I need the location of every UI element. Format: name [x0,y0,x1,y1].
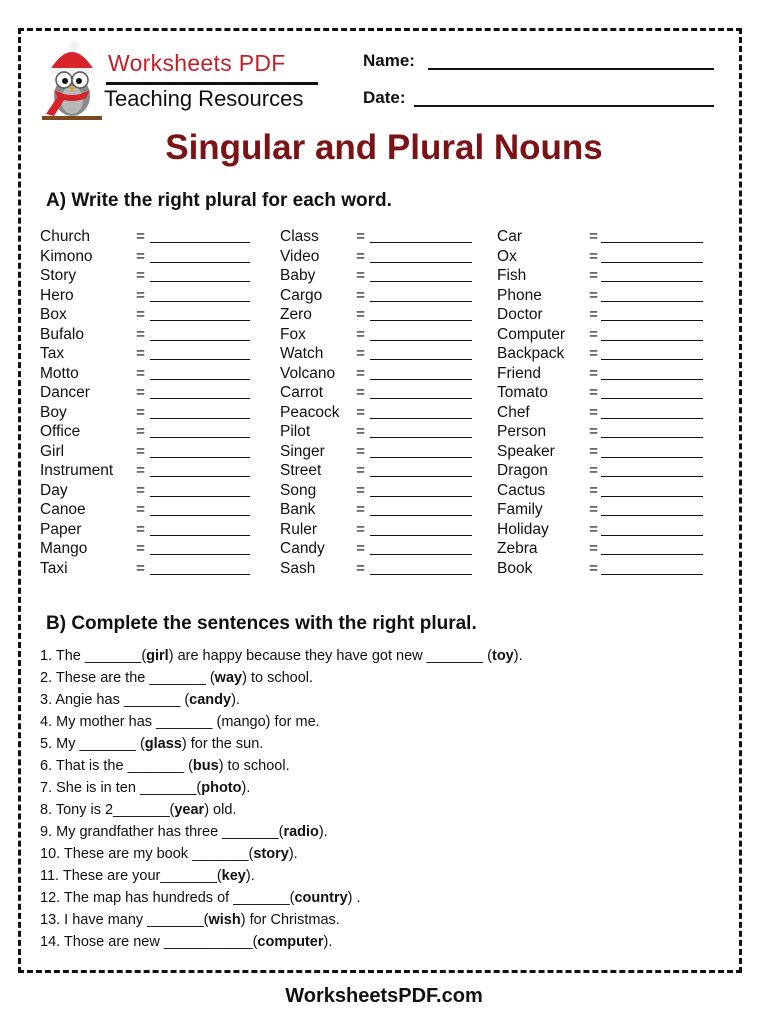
plural-answer-blank[interactable] [601,476,703,477]
equals-sign: = [589,247,599,265]
singular-word: Canoe [40,501,86,518]
noun-cue: radio [283,824,319,840]
noun-cue: computer [257,934,324,950]
sentence-text: 8. Tony is 2_______( [40,802,175,818]
singular-word: Peacock [280,403,340,421]
sentence-item [40,648,740,670]
brand-subtitle: Teaching Resources [104,86,304,111]
equals-sign: = [136,267,146,284]
noun-cue: toy [491,648,514,664]
section-a-heading: A) Write the right plural for each word. [46,190,392,211]
equals-sign: = [356,403,366,421]
equals-sign: = [136,403,146,421]
sentence-text: ) to school. [242,670,314,686]
singular-word: Person [497,423,547,440]
singular-word: Bufalo [40,325,84,343]
equals-sign: = [589,481,599,499]
sentence-text: 10. These are my book _______( [40,846,254,862]
sentence-item [40,670,740,692]
singular-word: Speaker [497,442,555,460]
equals-sign: = [136,481,146,499]
singular-word: Cactus [497,481,546,499]
equals-sign: = [356,501,366,518]
equals-sign: = [136,520,146,538]
equals-sign: = [589,306,599,323]
equals-sign: = [136,540,146,557]
singular-word: Paper [40,520,82,538]
equals-sign: = [136,247,146,265]
sentence-item [40,758,740,780]
noun-cue: key [221,868,246,884]
plural-answer-blank[interactable] [601,515,703,516]
singular-word: Volcano [280,364,336,382]
noun-cue: candy [189,692,232,708]
singular-word: Church [40,228,90,245]
plural-answer-blank[interactable] [150,418,250,419]
singular-word: Bank [280,501,316,518]
singular-word: Box [40,306,67,323]
singular-word: Song [280,481,317,499]
equals-sign: = [589,286,599,304]
plural-answer-blank[interactable] [601,418,703,419]
singular-word: Watch [280,345,324,362]
equals-sign: = [136,325,146,343]
equals-sign: = [136,364,146,382]
date-label: Date: [363,88,406,107]
plural-answer-blank[interactable] [601,457,703,458]
singular-word: Girl [40,442,65,460]
plural-answer-blank[interactable] [370,320,472,321]
plural-answer-blank[interactable] [150,457,250,458]
plural-answer-blank[interactable] [150,320,250,321]
equals-sign: = [589,423,599,440]
equals-sign: = [589,462,599,479]
equals-sign: = [356,481,366,499]
equals-sign: = [356,384,366,401]
sentence-text: ). [323,934,333,950]
plural-answer-blank[interactable] [601,496,703,497]
name-label: Name: [363,51,415,70]
sentence-text: 14. Those are new ___________( [40,934,258,950]
equals-sign: = [356,559,366,577]
singular-word: Instrument [40,462,114,479]
plural-answer-blank[interactable] [601,398,703,399]
equals-sign: = [356,267,366,284]
plural-answer-blank[interactable] [370,535,472,536]
singular-word: Dragon [497,462,548,479]
singular-word: Computer [497,325,566,343]
sentence-text: 3. Angie has _______ ( [40,692,190,708]
singular-word: Video [280,247,320,265]
plural-answer-blank[interactable] [150,476,250,477]
equals-sign: = [356,364,366,382]
plural-answer-blank[interactable] [601,242,703,243]
plural-answer-blank[interactable] [150,340,250,341]
section-b-heading: B) Complete the sentences with the right plural. [46,613,477,634]
brand-name: Worksheets PDF [108,50,286,76]
singular-word: Car [497,228,522,245]
equals-sign: = [589,559,599,577]
singular-word: Zebra [497,540,538,557]
singular-word: Class [280,228,319,245]
singular-word: Street [280,462,322,479]
sentence-text: 7. She is in ten _______( [40,780,202,796]
sentence-item [40,824,740,846]
equals-sign: = [356,540,366,557]
sentence-text: ) old. [204,802,237,818]
singular-word: Book [497,559,533,577]
noun-cue: way [214,670,243,686]
sentence-text: 2. These are the _______ ( [40,670,215,686]
singular-word: Singer [280,442,325,460]
plural-answer-blank[interactable] [370,398,472,399]
sentence-text: ). [288,846,298,862]
noun-cue: photo [201,780,242,796]
equals-sign: = [356,228,366,245]
equals-sign: = [589,345,599,362]
singular-word: Tax [40,345,65,362]
equals-sign: = [589,442,599,460]
equals-sign: = [136,306,146,323]
plural-answer-blank[interactable] [370,340,472,341]
plural-answer-blank[interactable] [601,574,703,575]
sentence-item [40,890,740,912]
equals-sign: = [136,384,146,401]
equals-sign: = [136,501,146,518]
equals-sign: = [356,520,366,538]
singular-word: Carrot [280,384,324,401]
singular-word: Backpack [497,345,565,362]
plural-answer-blank[interactable] [370,418,472,419]
singular-word: Mango [40,540,88,557]
plural-answer-blank[interactable] [601,262,703,263]
singular-word: Boy [40,403,67,421]
singular-word: Tomato [497,384,548,401]
sentence-text: ) for the sun. [181,736,264,752]
singular-word: Chef [497,403,530,421]
equals-sign: = [356,306,366,323]
sentence-text: 12. The map has hundreds of _______( [40,890,295,906]
plural-answer-blank[interactable] [601,359,703,360]
sentence-item [40,692,740,714]
equals-sign: = [136,423,146,440]
plural-answer-blank[interactable] [370,496,472,497]
equals-sign: = [589,267,599,284]
plural-answer-blank[interactable] [370,574,472,575]
brand-banner [106,48,318,85]
singular-word: Fox [280,325,306,343]
date-field[interactable] [414,105,714,107]
equals-sign: = [356,286,366,304]
plural-answer-blank[interactable] [150,379,250,380]
page-title: Singular and Plural Nouns [165,128,603,167]
sentence-text: 5. My _______ ( [40,736,145,752]
equals-sign: = [356,423,366,440]
singular-word: Office [40,423,81,440]
singular-word: Dancer [40,384,90,401]
plural-answer-blank[interactable] [370,457,472,458]
plural-answer-blank[interactable] [150,554,250,555]
equals-sign: = [589,540,599,557]
equals-sign: = [589,403,599,421]
equals-sign: = [356,462,366,479]
noun-cue: year [174,802,205,818]
plural-answer-blank[interactable] [601,340,703,341]
sentence-text: ). [513,648,523,664]
sentence-text: 13. I have many _______( [40,912,209,928]
sentence-text: ) . [347,890,361,906]
sentence-item [40,846,740,868]
noun-cue: country [294,890,348,906]
singular-word: Motto [40,364,79,382]
noun-cue: girl [146,648,169,664]
sentence-text: ). [318,824,328,840]
plural-answer-blank[interactable] [601,281,703,282]
equals-sign: = [589,501,599,518]
equals-sign: = [589,325,599,343]
plural-answer-blank[interactable] [150,437,250,438]
singular-word: Story [40,267,77,284]
singular-word: Sash [280,559,316,577]
equals-sign: = [356,247,366,265]
plural-answer-blank[interactable] [601,301,703,302]
singular-word: Fish [497,267,527,284]
plural-answer-blank[interactable] [601,320,703,321]
sentence-text: 4. My mother has _______ (mango) for me. [40,714,320,730]
plural-answer-blank[interactable] [370,359,472,360]
noun-cue: wish [208,912,241,928]
singular-word: Baby [280,267,316,284]
sentence-text: ). [241,780,251,796]
plural-answer-blank[interactable] [150,535,250,536]
footer-url: WorksheetsPDF.com [285,985,483,1007]
singular-word: Friend [497,364,541,382]
singular-word: Ruler [280,520,318,538]
plural-answer-blank[interactable] [150,515,250,516]
sentence-text: ) to school. [218,758,290,774]
plural-answer-blank[interactable] [370,262,472,263]
equals-sign: = [356,345,366,362]
sentence-text: ). [231,692,240,708]
equals-sign: = [589,364,599,382]
sentence-text: ) for Christmas. [240,912,340,928]
equals-sign: = [356,442,366,460]
equals-sign: = [136,462,146,479]
singular-word: Ox [497,247,517,265]
equals-sign: = [136,559,146,577]
sentence-item [40,912,740,934]
owl-logo-icon [40,40,104,122]
plural-answer-blank[interactable] [601,554,703,555]
plural-answer-blank[interactable] [370,242,472,243]
noun-cue: glass [144,736,182,752]
name-field[interactable] [428,68,714,70]
equals-sign: = [356,325,366,343]
singular-word: Cargo [280,286,323,304]
plural-answer-blank[interactable] [370,437,472,438]
sentence-text: 6. That is the _______ ( [40,758,193,774]
singular-word: Doctor [497,306,543,323]
sentence-text: 9. My grandfather has three _______( [40,824,284,840]
singular-word: Holiday [497,520,549,538]
plural-answer-blank[interactable] [370,476,472,477]
plural-answer-blank[interactable] [370,554,472,555]
sentence-item [40,868,740,890]
plural-answer-blank[interactable] [150,574,250,575]
sentence-text: 11. These are your_______( [40,868,222,884]
equals-sign: = [136,442,146,460]
plural-answer-blank[interactable] [150,301,250,302]
singular-word: Day [40,481,68,499]
plural-answer-blank[interactable] [150,242,250,243]
sentence-item [40,802,740,824]
singular-word: Kimono [40,247,93,265]
singular-word: Zero [280,306,312,323]
singular-word: Hero [40,286,74,304]
equals-sign: = [589,520,599,538]
equals-sign: = [136,228,146,245]
noun-cue: bus [192,758,219,774]
plural-answer-blank[interactable] [601,437,703,438]
equals-sign: = [136,286,146,304]
plural-answer-blank[interactable] [150,281,250,282]
equals-sign: = [589,228,599,245]
plural-answer-blank[interactable] [601,535,703,536]
sentence-item [40,934,740,956]
plural-answer-blank[interactable] [150,496,250,497]
plural-answer-blank[interactable] [150,398,250,399]
plural-answer-blank[interactable] [150,359,250,360]
sentence-text: ). [245,868,255,884]
plural-answer-blank[interactable] [370,301,472,302]
plural-answer-blank[interactable] [370,515,472,516]
sentence-item [40,736,740,758]
singular-word: Family [497,501,543,518]
plural-answer-blank[interactable] [370,281,472,282]
singular-word: Taxi [40,559,68,577]
noun-cue: story [253,846,289,862]
plural-answer-blank[interactable] [370,379,472,380]
plural-answer-blank[interactable] [150,262,250,263]
singular-word: Phone [497,286,542,304]
sentence-item [40,714,740,736]
sentence-item [40,780,740,802]
sentence-text: ) are happy because they have got new _______ ( [168,648,492,664]
equals-sign: = [136,345,146,362]
sentence-list [40,648,740,956]
singular-word: Pilot [280,423,311,440]
sentence-text: 1. The _______( [40,648,147,664]
plural-answer-blank[interactable] [601,379,703,380]
equals-sign: = [589,384,599,401]
singular-word: Candy [280,540,325,557]
